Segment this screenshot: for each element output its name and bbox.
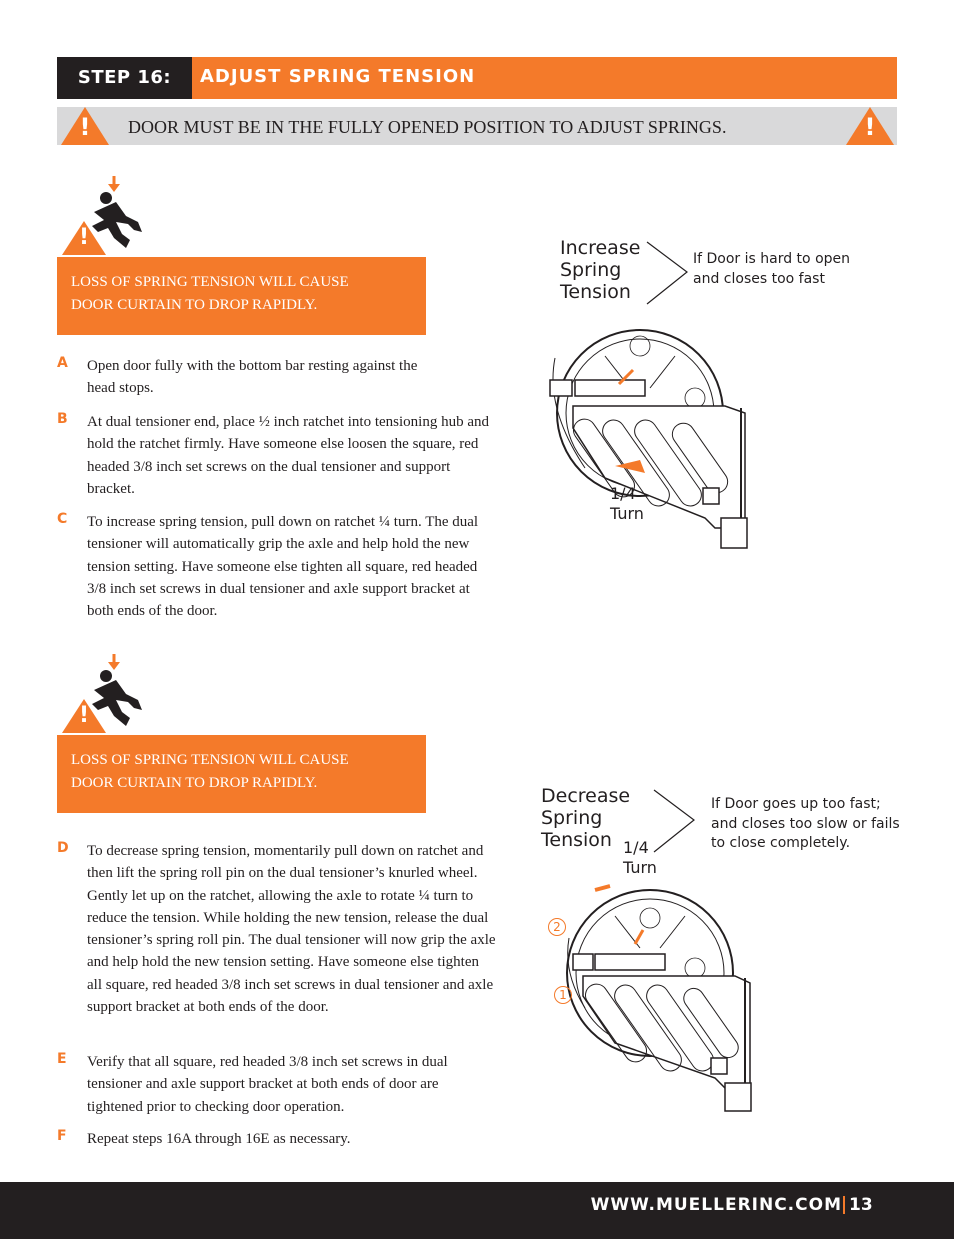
diagram-title-increase: Increase Spring Tension xyxy=(560,237,641,303)
step-marker-1: 1 xyxy=(554,986,572,1004)
tensioner-diagram-increase xyxy=(545,318,760,553)
step-letter: C xyxy=(57,511,68,527)
quarter-turn-label: 1/4 Turn xyxy=(610,484,644,523)
footer-separator xyxy=(843,1196,845,1214)
step-item-b xyxy=(57,411,497,500)
caution-box xyxy=(57,735,426,813)
step-text: To decrease spring tension, momentarily pull down on ratchet and then lift the spring roll pin on the dual tensioner’s knurled wheel. Gently let up on the ratchet, allowing the axle to rotate ¼ turn to reduce the tension. While holding the new tension, release the dual tensioner’s spring roll pin. The dual tensioner will now grip the axle and help hold the new tension setting. Have someone else tighten all square, red headed 3/8 inch set screws in dual tensioner and axle support bracket at both ends of the door. xyxy=(87,843,496,1016)
warning-triangle-icon: ! xyxy=(61,107,109,145)
footer-website-link[interactable]: WWW.MUELLERINC.COM xyxy=(590,1195,842,1215)
step-number: STEP 16: xyxy=(57,57,192,99)
step-text: Verify that all square, red headed 3/8 inch set screws in dual tensioner and axle support bracket at both ends of door are tightened prior to checking door operation. xyxy=(87,1054,448,1115)
step-letter: F xyxy=(57,1128,67,1144)
warning-triangle-icon: ! xyxy=(62,699,106,733)
warning-banner-text: DOOR MUST BE IN THE FULLY OPENED POSITION TO ADJUST SPRINGS. xyxy=(128,117,727,137)
caution-text-line: LOSS OF SPRING TENSION WILL CAUSE xyxy=(71,274,349,290)
warning-triangle-icon: ! xyxy=(846,107,894,145)
caution-text-line: DOOR CURTAIN TO DROP RAPIDLY. xyxy=(71,775,318,791)
step-item-f xyxy=(57,1128,497,1150)
tensioner-diagram-decrease xyxy=(565,878,765,1113)
diagram-note-decrease: If Door goes up too fast; and closes too slow or fails to close completely. xyxy=(711,796,900,851)
bracket-arrow-icon xyxy=(645,240,690,306)
step-letter: D xyxy=(57,840,69,856)
step-marker-2: 2 xyxy=(548,918,566,936)
step-letter: A xyxy=(57,355,68,371)
bracket-arrow-icon xyxy=(652,788,697,854)
step-text: Repeat steps 16A through 16E as necessary. xyxy=(87,1131,351,1147)
step-item-e xyxy=(57,1051,497,1118)
warning-triangle-icon: ! xyxy=(62,221,106,255)
step-item-a xyxy=(57,355,497,400)
step-text: At dual tensioner end, place ½ inch ratchet into tensioning hub and hold the ratchet firmly. Have someone else loosen the square, red headed 3/8 inch set screws on the dual tensioner and support bracket. xyxy=(87,414,489,497)
caution-box xyxy=(57,257,426,335)
step-letter: B xyxy=(57,411,68,427)
caution-text-line: LOSS OF SPRING TENSION WILL CAUSE xyxy=(71,752,349,768)
step-title: ADJUST SPRING TENSION xyxy=(200,66,476,87)
diagram-title-decrease: Decrease Spring Tension xyxy=(541,785,631,851)
quarter-turn-label: 1/4 Turn xyxy=(623,838,657,877)
step-text: Open door fully with the bottom bar resting against the head stops. xyxy=(87,358,418,397)
step-letter: E xyxy=(57,1051,67,1067)
diagram-note-increase: If Door is hard to open and closes too fast xyxy=(693,251,851,287)
step-text: To increase spring tension, pull down on ratchet ¼ turn. The dual tensioner will automatically grip the axle and help hold the new tension setting. Have someone else tighten all square, red headed 3/8 inch set screws in dual tensioner and axle support bracket at both ends of the door. xyxy=(87,514,479,620)
caution-text-line: DOOR CURTAIN TO DROP RAPIDLY. xyxy=(71,297,318,313)
step-item-c xyxy=(57,511,497,622)
step-item-d xyxy=(57,840,497,1018)
page-number: 13 xyxy=(849,1195,873,1215)
